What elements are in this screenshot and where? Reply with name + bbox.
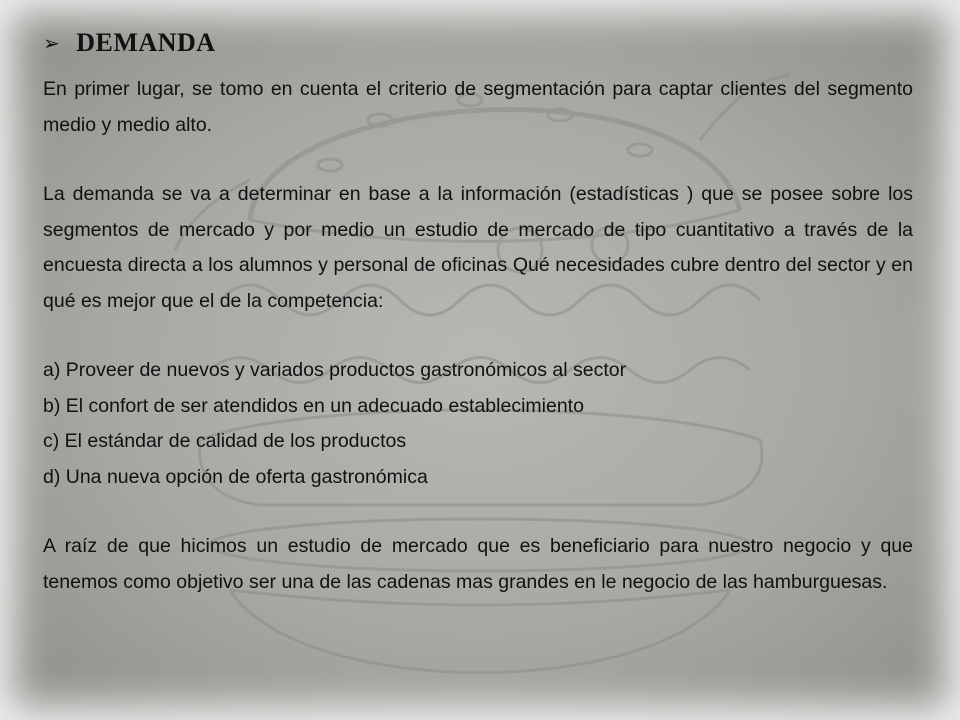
title-text: DEMANDA bbox=[76, 28, 216, 57]
slide-title bbox=[43, 28, 913, 58]
spacer bbox=[43, 495, 913, 529]
paragraph-conclusion: A raíz de que hicimos un estudio de mercado que es beneficiario para nuestro negocio y que tenemos como objetivo ser una de las cadenas mas grandes en le negocio de las hamburguesas. bbox=[43, 535, 913, 593]
spacer bbox=[43, 319, 913, 353]
list-item: d) Una nueva opción de oferta gastronómica bbox=[43, 465, 428, 488]
list-item: b) El confort de ser atendidos en un adecuado establecimiento bbox=[43, 394, 584, 417]
paragraph-segmentation: En primer lugar, se tomo en cuenta el criterio de segmentación para captar clientes del segmento medio y medio alto. bbox=[43, 78, 913, 136]
spacer bbox=[43, 143, 913, 177]
list-item: c) El estándar de calidad de los productos bbox=[43, 430, 407, 452]
needs-list bbox=[43, 353, 913, 495]
paragraph-demand: La demanda se va a determinar en base a la información (estadísticas ) que se posee sobre los segmentos de mercado y por medio un estudio de mercado de tipo cuantitativo a través de la encuesta directa a los alumnos y personal de oficinas Qué necesidades cubre dentro del sector y en qué es mejor que el de la competencia: bbox=[43, 183, 913, 312]
slide-content bbox=[43, 24, 913, 600]
list-item: a) Proveer de nuevos y variados productos gastronómicos al sector bbox=[43, 359, 627, 381]
arrow-bullet-icon: ➢ bbox=[43, 31, 61, 55]
